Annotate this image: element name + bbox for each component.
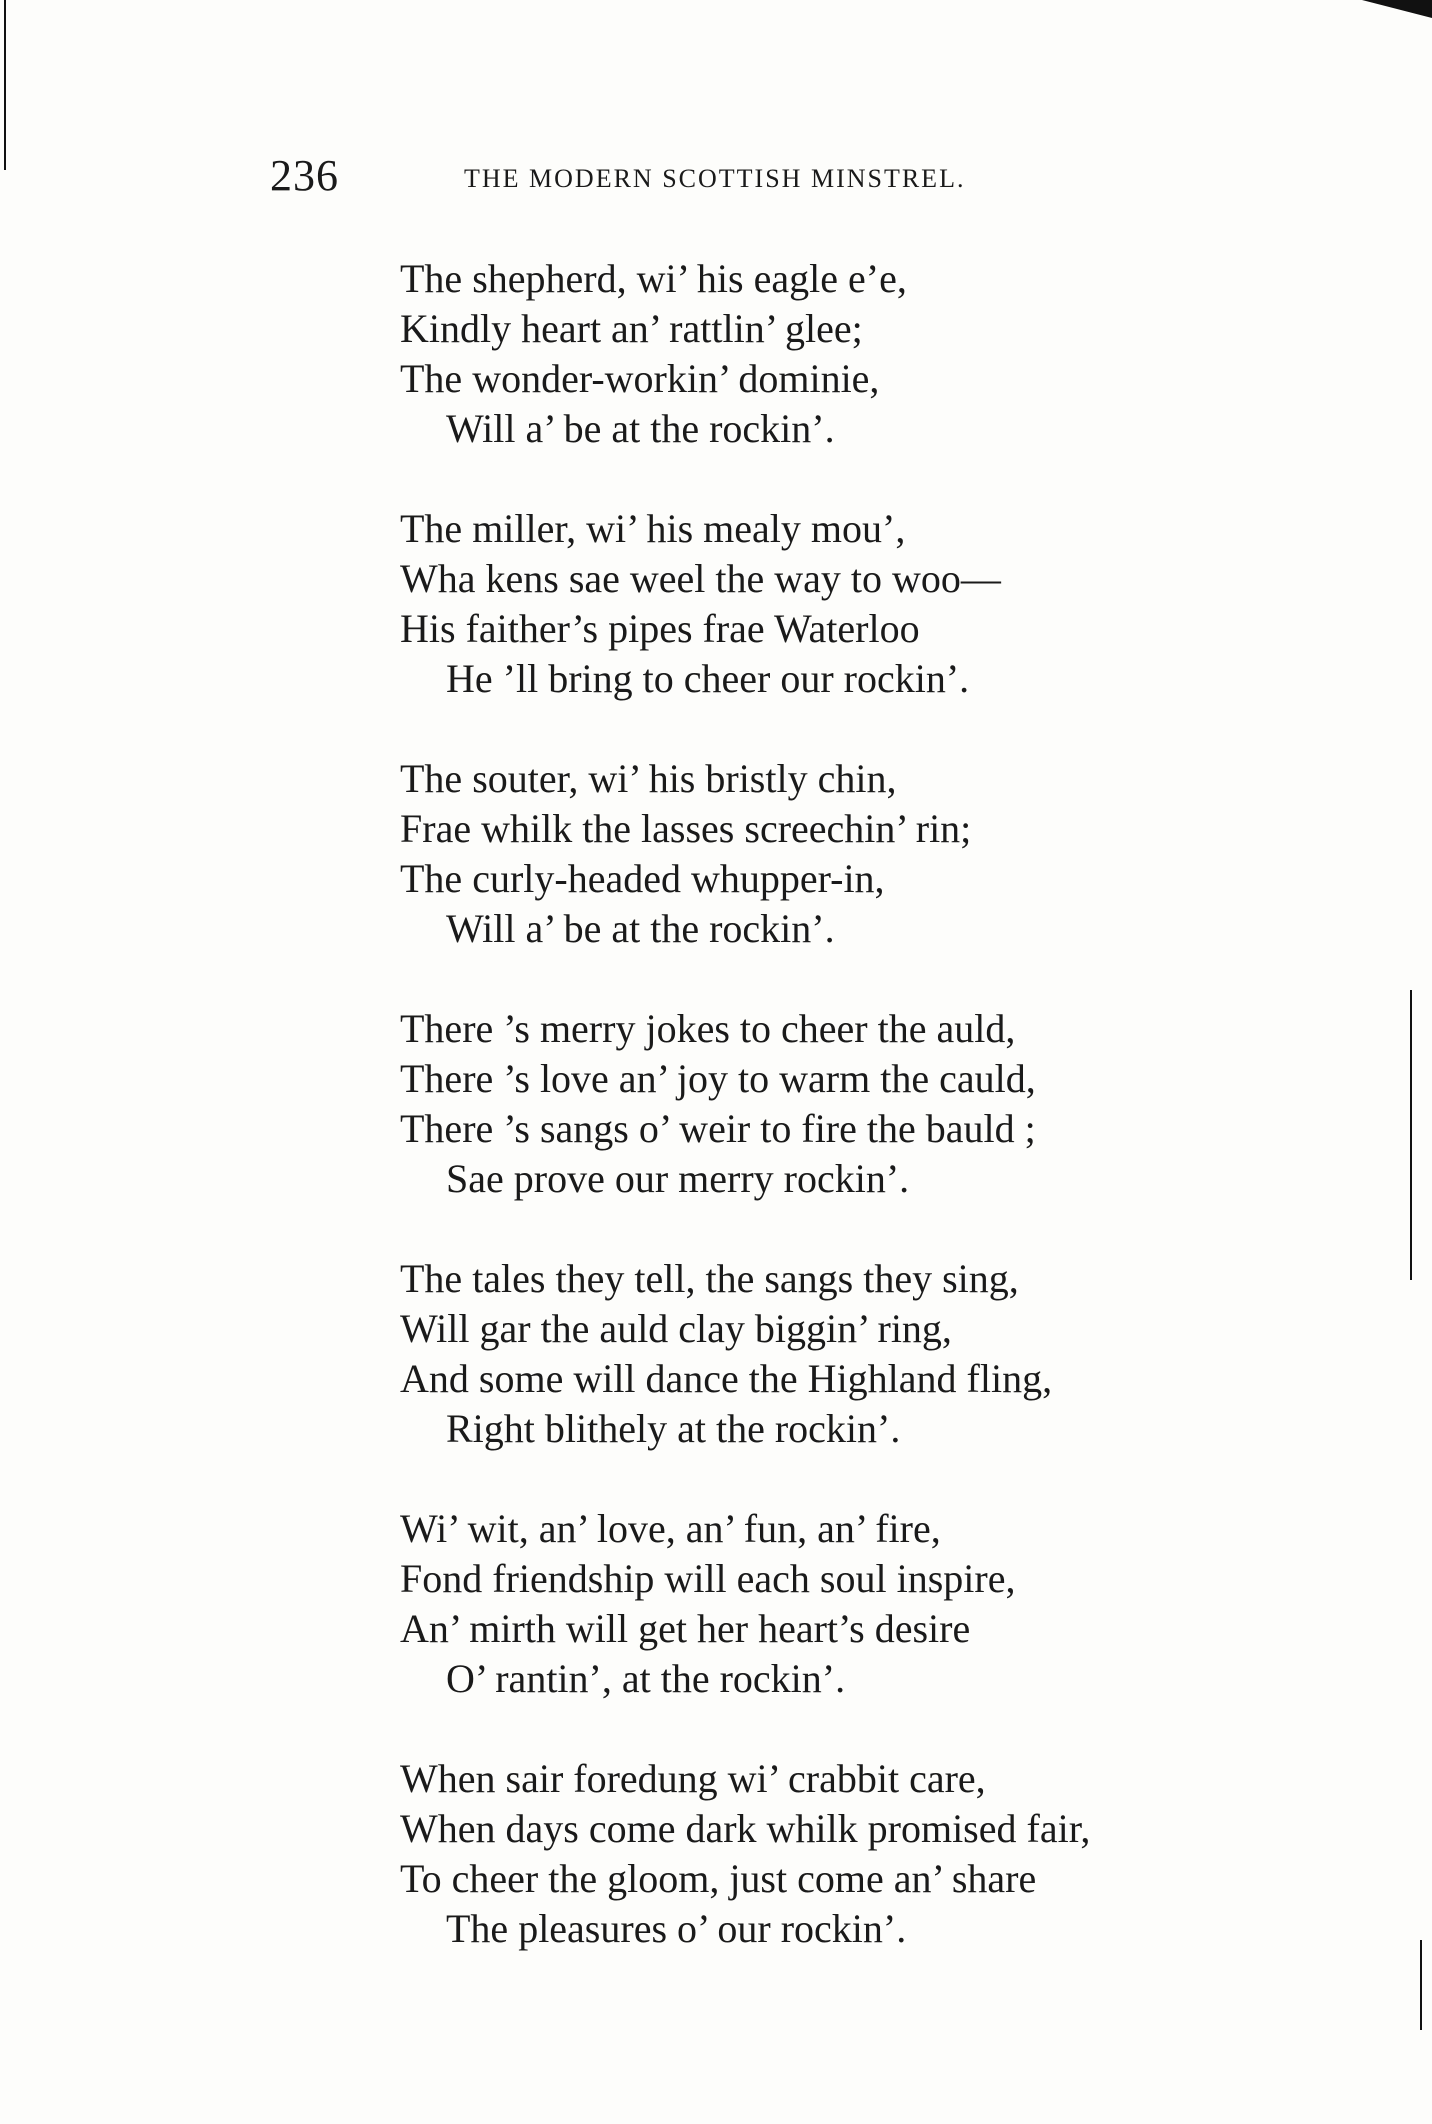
poem-line-refrain: O’ rantin’, at the rockin’.: [446, 1656, 846, 1701]
stanza: [400, 1254, 1280, 1454]
poem-line: There ’s love an’ joy to warm the cauld,: [400, 1056, 1036, 1101]
poem-line: The wonder-workin’ dominie,: [400, 356, 880, 401]
poem-line-refrain: Will a’ be at the rockin’.: [446, 906, 835, 951]
poem-line: An’ mirth will get her heart’s desire: [400, 1606, 971, 1651]
poem-line: Wi’ wit, an’ love, an’ fun, an’ fire,: [400, 1506, 941, 1551]
poem-line: Kindly heart an’ rattlin’ glee;: [400, 306, 863, 351]
stanza: [400, 1754, 1280, 1954]
poem-line-refrain: Right blithely at the rockin’.: [446, 1406, 901, 1451]
stanza: [400, 1504, 1280, 1704]
poem-line: Wha kens sae weel the way to woo—: [400, 556, 1001, 601]
poem-line: His faither’s pipes frae Waterloo: [400, 606, 920, 651]
poem-line: The tales they tell, the sangs they sing,: [400, 1256, 1019, 1301]
poem-line: The curly-headed whupper-in,: [400, 856, 885, 901]
scan-edge-line-right-2: [1420, 1940, 1422, 2030]
poem-line: The shepherd, wi’ his eagle e’e,: [400, 256, 907, 301]
poem-line-refrain: Will a’ be at the rockin’.: [446, 406, 835, 451]
poem-line: When days come dark whilk promised fair,: [400, 1806, 1091, 1851]
poem-line: When sair foredung wi’ crabbit care,: [400, 1756, 986, 1801]
poem-line-refrain: He ’ll bring to cheer our rockin’.: [446, 656, 970, 701]
stanza: [400, 504, 1280, 704]
scan-corner-mark: [1362, 0, 1432, 18]
poem-line: Fond friendship will each soul inspire,: [400, 1556, 1016, 1601]
page-number: 236: [270, 151, 339, 200]
poem-line: There ’s merry jokes to cheer the auld,: [400, 1006, 1016, 1051]
poem-line: Frae whilk the lasses screechin’ rin;: [400, 806, 972, 851]
scan-edge-line-left: [4, 0, 6, 170]
running-title: THE MODERN SCOTTISH MINSTREL.: [464, 164, 966, 193]
stanza: [400, 254, 1280, 454]
stanza: [400, 1004, 1280, 1204]
poem-line: The miller, wi’ his mealy mou’,: [400, 506, 906, 551]
page-header: [270, 150, 1070, 210]
poem-line: And some will dance the Highland fling,: [400, 1356, 1053, 1401]
poem-line-refrain: The pleasures o’ our rockin’.: [446, 1906, 907, 1951]
poem-body: [400, 254, 1280, 2004]
scan-edge-line-right-1: [1410, 990, 1412, 1280]
poem-line: There ’s sangs o’ weir to fire the bauld ;: [400, 1106, 1036, 1151]
poem-line-refrain: Sae prove our merry rockin’.: [446, 1156, 910, 1201]
stanza: [400, 754, 1280, 954]
poem-line: The souter, wi’ his bristly chin,: [400, 756, 897, 801]
poem-line: Will gar the auld clay biggin’ ring,: [400, 1306, 952, 1351]
poem-line: To cheer the gloom, just come an’ share: [400, 1856, 1037, 1901]
